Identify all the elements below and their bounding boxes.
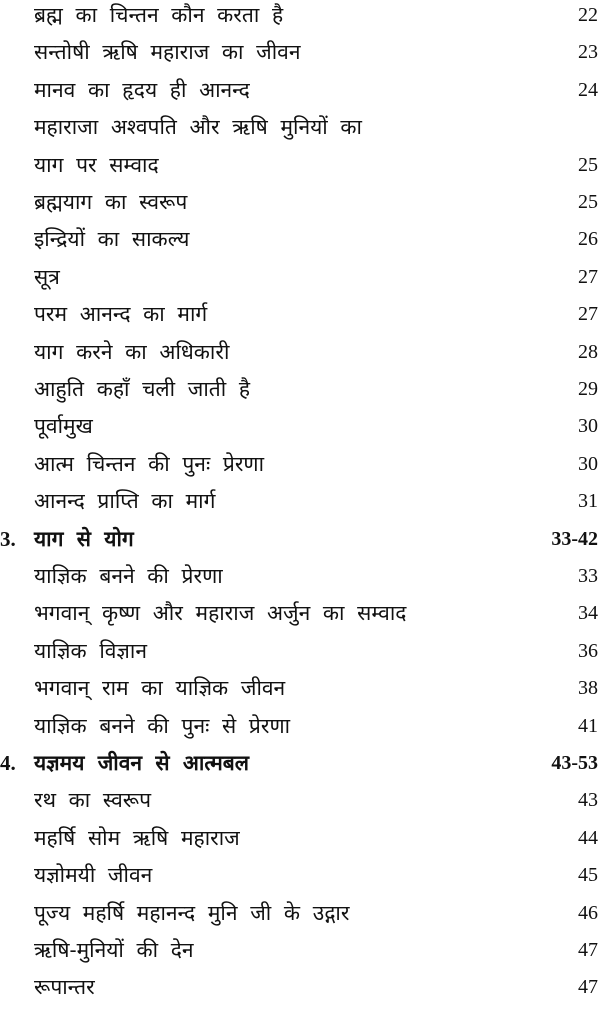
entry-title: आत्म चिन्तन की पुनः प्रेरणा — [34, 451, 265, 476]
toc-entry — [0, 632, 600, 670]
entry-title: ऋषि-मुनियों की देन — [34, 938, 194, 962]
toc-entry — [0, 407, 600, 445]
entry-title: इन्द्रियों का साकल्य — [34, 227, 190, 252]
toc-entry — [0, 333, 600, 371]
chapter-page-range: 33-42 — [551, 527, 598, 550]
entry-page-number: 38 — [578, 677, 598, 700]
entry-title: मानव का हृदय ही आनन्द — [34, 77, 250, 102]
entry-page-number: 36 — [578, 639, 598, 662]
toc-entry — [0, 856, 600, 894]
toc-entry — [0, 146, 600, 184]
entry-title: महर्षि सोम ऋषि महाराज — [34, 825, 240, 850]
entry-page-number: 25 — [578, 153, 598, 176]
entry-page-number: 23 — [578, 41, 598, 64]
toc-entry — [0, 183, 600, 221]
entry-title: ब्रह्म का चिन्तन कौन करता है — [34, 3, 284, 27]
toc-entry — [0, 669, 600, 707]
toc-entry — [0, 33, 600, 71]
entry-title: भगवान् कृष्ण और महाराज अर्जुन का सम्वाद — [34, 601, 407, 626]
entry-page-number: 22 — [578, 4, 598, 26]
entry-title: पूर्वामुख — [34, 414, 93, 439]
entry-page-number: 41 — [578, 714, 598, 737]
entry-page-number: 43 — [578, 789, 598, 812]
entry-page-number: 29 — [578, 378, 598, 400]
toc-entry — [0, 819, 600, 857]
toc-entry — [0, 968, 600, 1006]
toc-entry — [0, 557, 600, 595]
entry-page-number: 27 — [578, 303, 598, 326]
toc-entry — [0, 931, 600, 969]
toc-entry — [0, 894, 600, 932]
entry-title: सूत्र — [34, 264, 60, 289]
entry-title: रथ का स्वरूप — [34, 788, 152, 813]
entry-page-number: 25 — [578, 191, 598, 213]
chapter-title-text: यज्ञमय जीवन से आत्मबल — [34, 750, 250, 775]
chapter-heading — [0, 744, 600, 782]
entry-page-number: 45 — [578, 864, 598, 887]
toc-entry — [0, 445, 600, 483]
toc-entry — [0, 108, 600, 146]
entry-page-number: 44 — [578, 826, 598, 849]
toc-entry — [0, 295, 600, 333]
entry-title: महाराजा अश्वपति और ऋषि मुनियों का — [34, 115, 362, 140]
entry-page-number: 47 — [578, 939, 598, 961]
toc-entry — [0, 707, 600, 745]
entry-title: याज्ञिक बनने की प्रेरणा — [34, 564, 223, 588]
toc-entry — [0, 258, 600, 296]
toc-entry — [0, 220, 600, 258]
chapter-title — [0, 744, 249, 782]
entry-page-number: 46 — [578, 901, 598, 924]
toc-entry — [0, 370, 600, 408]
entry-page-number: 30 — [578, 452, 598, 475]
entry-page-number: 24 — [578, 78, 598, 101]
chapter-title-text: याग से योग — [34, 525, 134, 551]
entry-page-number: 34 — [578, 602, 598, 625]
entry-title: याज्ञिक बनने की पुनः से प्रेरणा — [34, 713, 291, 738]
chapter-number: 3. — [0, 526, 16, 551]
toc-entry — [0, 0, 600, 34]
chapter-heading — [0, 520, 600, 558]
entry-title: याग पर सम्वाद — [34, 152, 159, 177]
entry-page-number: 27 — [578, 265, 598, 288]
entry-title: भगवान् राम का याज्ञिक जीवन — [34, 676, 286, 701]
entry-page-number: 30 — [578, 415, 598, 438]
toc-entry — [0, 594, 600, 632]
chapter-page-range: 43-53 — [551, 752, 598, 774]
entry-page-number: 31 — [578, 490, 598, 513]
entry-page-number: 28 — [578, 340, 598, 363]
entry-title: परम आनन्द का मार्ग — [34, 302, 208, 327]
entry-page-number: 26 — [578, 228, 598, 251]
entry-title: याज्ञिक विज्ञान — [34, 638, 147, 663]
entry-title: पूज्य महर्षि महानन्द मुनि जी के उद्गार — [34, 900, 350, 925]
entry-title: रूपान्तर — [34, 975, 95, 1000]
entry-page-number: 33 — [578, 565, 598, 587]
entry-title: ब्रह्मयाग का स्वरूप — [34, 190, 188, 214]
entry-title: याग करने का अधिकारी — [34, 339, 230, 364]
toc-entry — [0, 482, 600, 520]
chapter-title — [0, 520, 134, 558]
chapter-number: 4. — [0, 751, 16, 775]
toc-entry — [0, 781, 600, 819]
toc-entry — [0, 71, 600, 109]
entry-page-number: 47 — [578, 976, 598, 999]
entry-title: आनन्द प्राप्ति का मार्ग — [34, 489, 216, 514]
entry-title: आहुति कहाँ चली जाती है — [34, 377, 251, 401]
entry-title: सन्तोषी ऋषि महाराज का जीवन — [34, 40, 301, 65]
entry-title: यज्ञोमयी जीवन — [34, 863, 153, 888]
